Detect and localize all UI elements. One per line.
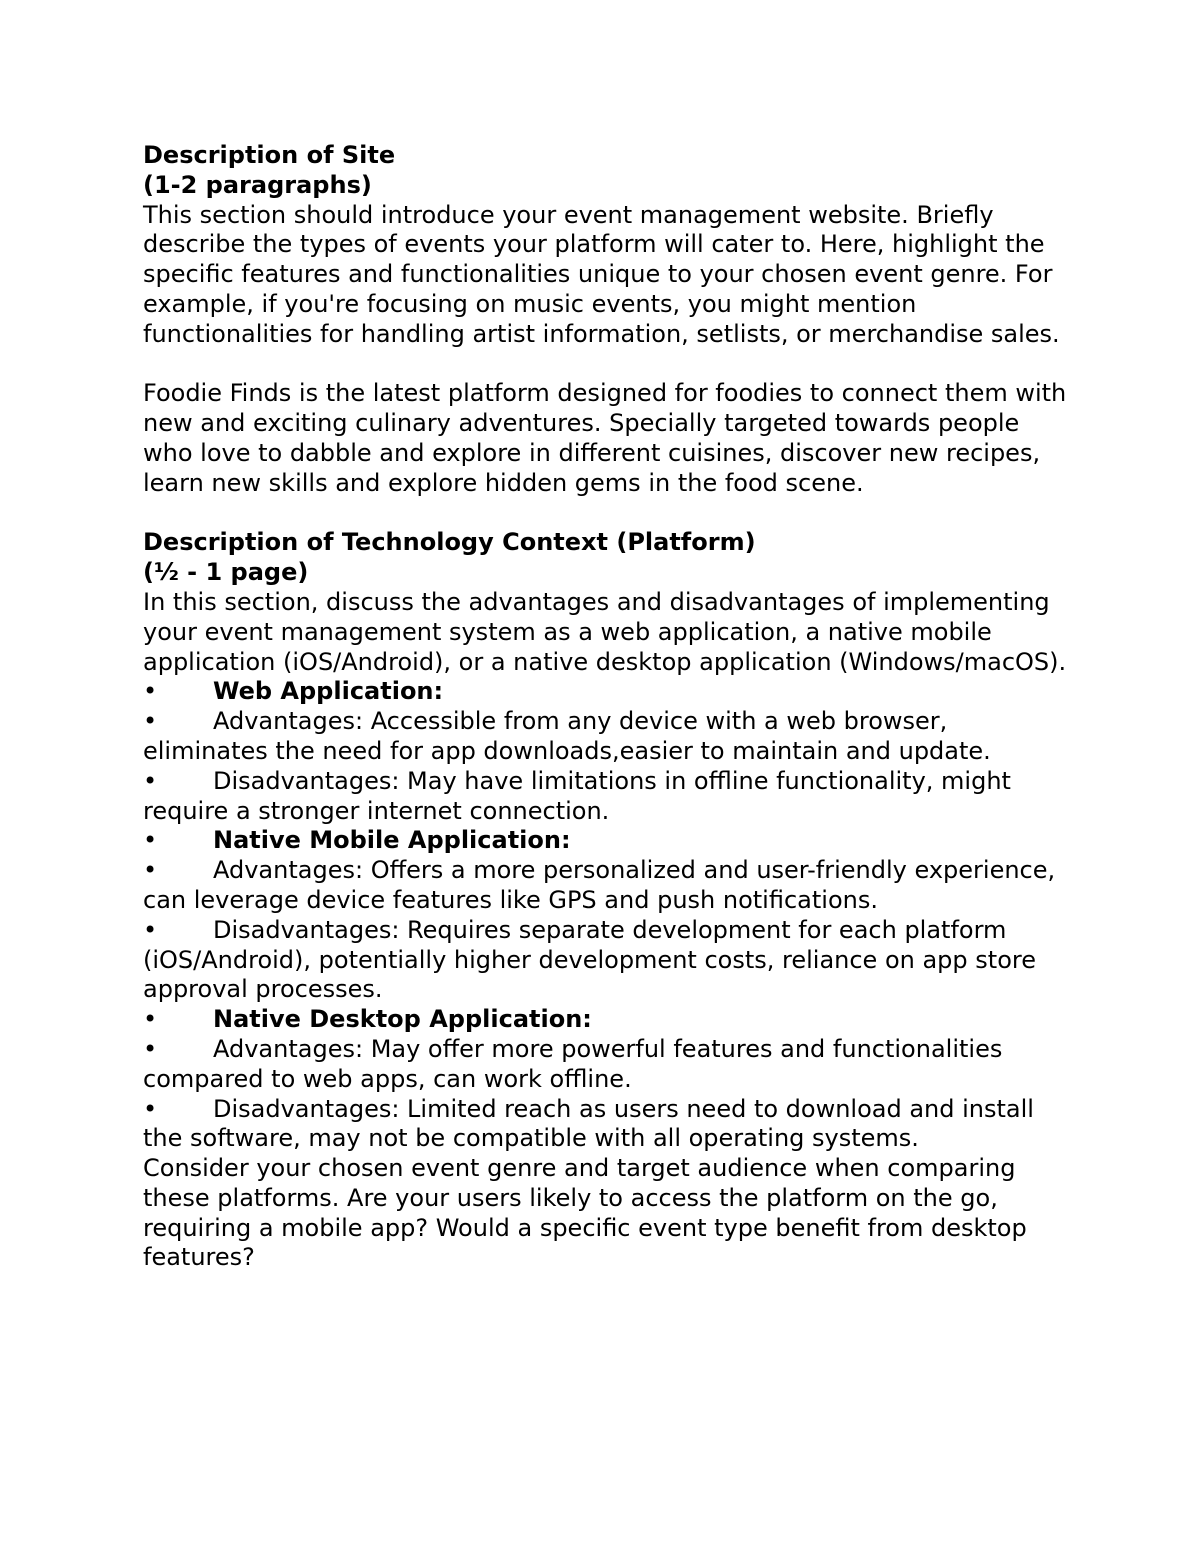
platform-advantages-mobile xyxy=(143,856,1073,916)
platform-disadvantages-mobile xyxy=(143,916,1073,1005)
platform-disadvantages-desktop xyxy=(143,1095,1073,1155)
bullet-icon: • xyxy=(143,766,158,795)
site-description-heading: Description of Site xyxy=(143,141,396,169)
disadvantages-text: Disadvantages: Limited reach as users need to download and install the software, may not be compatible with all operating systems. xyxy=(143,1094,1042,1153)
site-description-answer: Foodie Finds is the latest platform designed for foodies to connect them with new and exciting culinary adventures. Specially targeted towards people who love to dabble and explore in different cuisines, discover new recipes, learn new skills and explore hidden gems in the food scene. xyxy=(143,379,1074,497)
platform-name-web: Web Application: xyxy=(213,677,444,706)
bullet-icon: • xyxy=(143,915,158,944)
document-body xyxy=(143,141,1073,1273)
technology-context-closing: Consider your chosen event genre and target audience when comparing these platforms. Are your users likely to access the platform on the go, requiring a mobile app? Would a specific event type benefit from desktop features? xyxy=(143,1154,1035,1272)
blank-line xyxy=(143,350,1073,380)
bullet-icon: • xyxy=(143,677,158,706)
disadvantages-text: Disadvantages: May have limitations in offline functionality, might require a stronger internet connection. xyxy=(143,766,1019,825)
technology-context-heading: Description of Technology Context (Platform) xyxy=(143,528,756,557)
platform-disadvantages-web xyxy=(143,767,1073,827)
platform-name-mobile: Native Mobile Application: xyxy=(213,826,571,855)
blank-line xyxy=(143,499,1073,529)
site-description-instructions: This section should introduce your event management website. Briefly describe the types of events your platform will cater to. Here, highlight the specific features and functionalities unique to your chosen event genre. For example, if you're focusing on music events, you might mention functionalities for handling artist information, setlists, or merchandise sales. xyxy=(143,200,1061,348)
bullet-icon: • xyxy=(143,856,158,885)
advantages-text: Advantages: Offers a more personalized and user-friendly experience, can leverage device features like GPS and push notifications. xyxy=(143,856,1063,914)
platform-advantages-web xyxy=(143,707,1073,767)
bullet-icon: • xyxy=(143,1005,158,1034)
bullet-icon: • xyxy=(143,826,158,855)
platform-bullet-web xyxy=(143,677,1073,707)
bullet-icon: • xyxy=(143,707,158,736)
platform-bullet-desktop xyxy=(143,1005,1073,1035)
disadvantages-text: Disadvantages: Requires separate development for each platform (iOS/Android), potentially higher development costs, reliance on app store approval processes. xyxy=(143,915,1044,1004)
bullet-icon: • xyxy=(143,1094,158,1123)
platform-bullet-mobile xyxy=(143,826,1073,856)
technology-context-length-note: (½ - 1 page) xyxy=(143,558,309,587)
advantages-text: Advantages: Accessible from any device with a web browser, eliminates the need for app downloads,easier to maintain and update. xyxy=(143,707,991,765)
site-description-length-note: (1-2 paragraphs) xyxy=(143,170,372,199)
technology-context-intro: In this section, discuss the advantages and disadvantages of implementing your event management system as a web application, a native mobile application (iOS/Android), or a native desktop application (Windows/macOS). xyxy=(143,587,1067,676)
platform-advantages-desktop xyxy=(143,1035,1073,1095)
platform-name-desktop: Native Desktop Application: xyxy=(213,1005,592,1034)
advantages-text: Advantages: May offer more powerful features and functionalities compared to web apps, can work offline. xyxy=(143,1034,1010,1093)
bullet-icon: • xyxy=(143,1034,158,1063)
